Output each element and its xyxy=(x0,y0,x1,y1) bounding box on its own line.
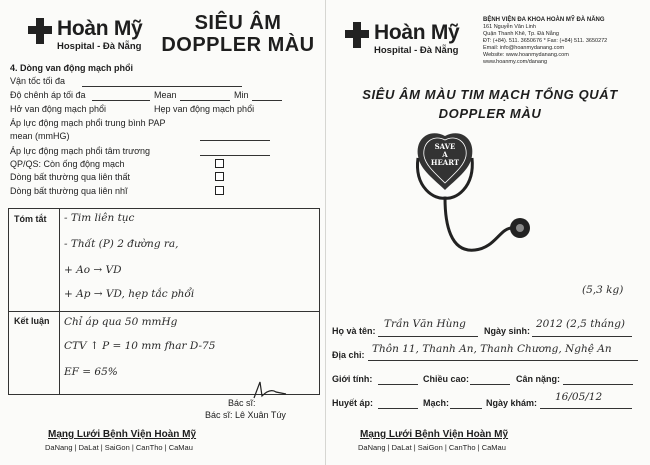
heart-text xyxy=(425,143,465,167)
title-line-2: DOPPLER MÀU xyxy=(161,34,315,56)
field-line xyxy=(368,360,638,361)
hospital-logo-left xyxy=(28,18,142,53)
field-line xyxy=(532,336,632,337)
summary-box xyxy=(8,208,320,395)
field-line xyxy=(180,100,230,101)
checkbox-lien-nhi[interactable] xyxy=(215,186,224,195)
cross-logo-icon xyxy=(345,22,369,48)
value-dia-chi: Thôn 11, Thanh An, Thanh Chương, Nghệ An xyxy=(372,343,612,355)
heart-stethoscope-icon xyxy=(400,128,540,268)
address-web2: www.hoanmy.com/danang xyxy=(483,59,548,65)
weight-note: (5,3 kg) xyxy=(582,284,624,296)
field-mean: Mean xyxy=(154,90,177,100)
box-horizontal-divider xyxy=(9,311,319,312)
field-min: Min xyxy=(234,90,249,100)
logo-name: Hoàn Mỹ xyxy=(374,21,460,44)
field-line xyxy=(252,100,282,101)
field-do-chenh: Độ chênh áp tối đa xyxy=(10,90,86,100)
label-huyet-ap: Huyết áp: xyxy=(332,398,374,408)
page-title-right-1: SIÊU ÂM MÀU TIM MẠCH TỔNG QUÁT xyxy=(362,87,618,102)
cross-logo-icon xyxy=(28,18,52,44)
footer-cities-left: DaNang | DaLat | SaiGon | CanTho | CaMau xyxy=(45,443,193,452)
address-email: Email: info@hoanmydanang.com xyxy=(483,45,565,51)
field-line xyxy=(200,140,270,141)
ket-luan-line-3: EF = 65% xyxy=(64,366,118,378)
footer-cities-right: DaNang | DaLat | SaiGon | CanTho | CaMau xyxy=(358,443,506,452)
address-hospital: BỆNH VIỆN ĐA KHOA HOÀN MỸ ĐÀ NẴNG xyxy=(483,17,605,23)
checkbox-lien-that[interactable] xyxy=(215,172,224,181)
ket-luan-line-1: Chỉ áp qua 50 mmHg xyxy=(64,316,178,328)
footer-title-right: Mạng Lưới Bệnh Viện Hoàn Mỹ xyxy=(360,429,509,440)
title-line-1: SIÊU ÂM xyxy=(194,12,282,34)
checkbox-qp-qs[interactable] xyxy=(215,159,224,168)
tom-tat-line-2: - Thất (P) 2 đường ra, xyxy=(64,238,179,250)
tom-tat-label: Tóm tắt xyxy=(14,214,47,224)
field-van-toc: Vận tốc tối đa xyxy=(10,76,66,86)
address-web1: Website: www.hoanmydanang.com xyxy=(483,52,569,58)
address-district: Quận Thanh Khê, Tp. Đà Nẵng xyxy=(483,31,559,37)
address-phone: ĐT: (+84). 511. 3650676 * Fax: (+84) 511. 3650272 xyxy=(483,38,608,44)
heart-line-2: A xyxy=(442,150,448,159)
hospital-address xyxy=(483,17,643,66)
doctor-signature-icon xyxy=(250,378,290,402)
field-hep-van: Hẹp van động mạch phổi xyxy=(154,104,255,114)
label-chieu-cao: Chiều cao: xyxy=(423,374,470,384)
field-line xyxy=(82,86,242,87)
label-ngay-kham: Ngày khám: xyxy=(486,398,538,408)
field-line xyxy=(378,408,418,409)
label-ngay-sinh: Ngày sinh: xyxy=(484,326,531,336)
field-lien-that: Dòng bất thường qua liên thất xyxy=(10,172,131,182)
field-line xyxy=(378,384,418,385)
section-heading: 4. Dòng van động mạch phổi xyxy=(10,63,134,73)
address-street: 161 Nguyễn Văn Linh xyxy=(483,24,536,30)
field-line xyxy=(378,336,478,337)
label-can-nang: Cân nặng: xyxy=(516,374,560,384)
heart-line-3: HEART xyxy=(430,158,460,167)
field-lien-nhi: Dòng bất thường qua liên nhĩ xyxy=(10,186,128,196)
hospital-logo-right xyxy=(345,22,459,57)
box-vertical-divider xyxy=(59,209,60,394)
bac-si-label: Bác sĩ: xyxy=(228,398,256,408)
page-title-right-2: DOPPLER MÀU xyxy=(438,106,542,121)
tom-tat-line-4: + Ap → VD, hẹp tắc phổi xyxy=(64,288,195,300)
field-line xyxy=(450,408,482,409)
label-gioi-tinh: Giới tính: xyxy=(332,374,373,384)
tom-tat-line-3: + Ao → VD xyxy=(64,264,122,276)
label-mach: Mạch: xyxy=(423,398,450,408)
label-dia-chi: Địa chỉ: xyxy=(332,350,365,360)
ket-luan-line-2: CTV ↑ P = 10 mm fhar D-75 xyxy=(64,340,216,352)
field-line xyxy=(92,100,150,101)
field-line xyxy=(200,155,270,156)
ket-luan-label: Kết luận xyxy=(14,316,50,326)
value-ngay-sinh: 2012 (2,5 tháng) xyxy=(536,318,626,330)
label-ho-ten: Họ và tên: xyxy=(332,326,376,336)
field-ap-luc-tt: Áp lực động mạch phổi tâm trương xyxy=(10,146,151,156)
field-line xyxy=(470,384,510,385)
field-ap-luc-tb: Áp lực động mạch phổi trung bình PAP xyxy=(10,118,166,128)
logo-name: Hoàn Mỹ xyxy=(57,17,143,40)
field-mean-mmhg: mean (mmHG) xyxy=(10,131,70,141)
tom-tat-line-1: - Tim liên tục xyxy=(64,212,135,224)
footer-title-left: Mạng Lưới Bệnh Viện Hoàn Mỹ xyxy=(48,429,197,440)
logo-sub: Hospital - Đà Nẵng xyxy=(374,45,459,56)
field-line xyxy=(563,384,633,385)
field-ho-van: Hở van động mạch phổi xyxy=(10,104,106,114)
value-ngay-kham: 16/05/12 xyxy=(555,391,603,403)
heart-line-1: SAVE xyxy=(434,142,456,151)
field-line xyxy=(540,408,632,409)
bac-si-name: Bác sĩ: Lê Xuân Túy xyxy=(205,410,286,420)
page-title-left xyxy=(158,12,318,56)
field-qp-qs: QP/QS: Còn ống động mạch xyxy=(10,159,125,169)
value-ho-ten: Trần Văn Hùng xyxy=(384,318,466,330)
logo-sub: Hospital - Đà Nẵng xyxy=(57,41,142,52)
